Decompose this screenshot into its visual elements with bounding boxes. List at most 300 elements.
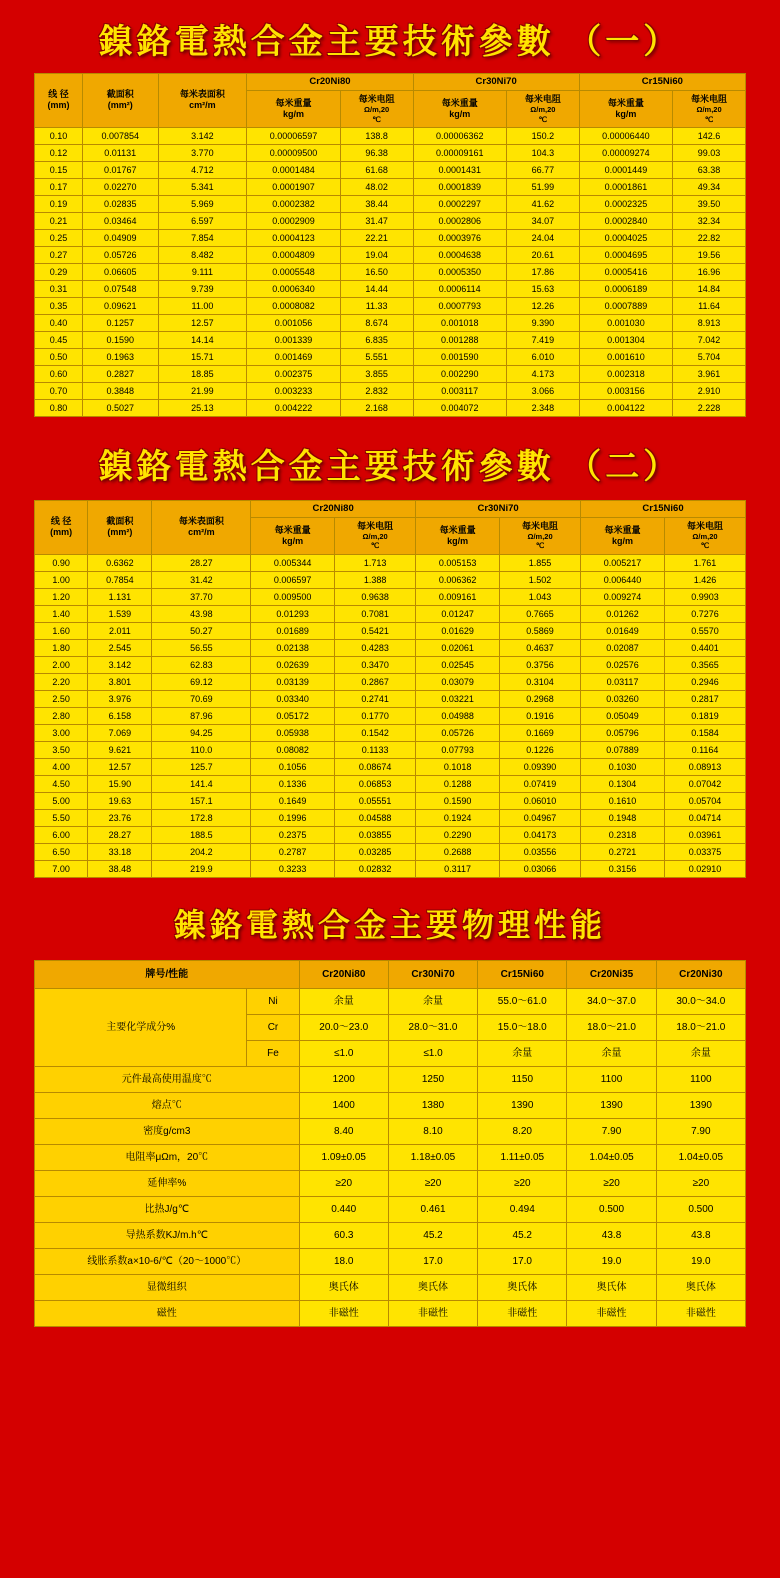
table-cell: 0.05938 bbox=[251, 724, 335, 741]
table-cell: 5.704 bbox=[673, 348, 746, 365]
table-row bbox=[35, 605, 746, 622]
phys-row bbox=[35, 1170, 746, 1196]
table-cell: 1.855 bbox=[500, 554, 581, 571]
table-cell: 0.1590 bbox=[416, 792, 500, 809]
table-cell: 0.5027 bbox=[82, 399, 158, 416]
table-cell: 1.40 bbox=[35, 605, 88, 622]
table-cell: 1.388 bbox=[335, 571, 416, 588]
phys-cell: 1200 bbox=[299, 1066, 388, 1092]
table-cell: 0.03464 bbox=[82, 212, 158, 229]
phys-cell: 43.8 bbox=[656, 1222, 745, 1248]
table-cell: 0.1996 bbox=[251, 809, 335, 826]
phys-cell: 余量 bbox=[567, 1040, 656, 1066]
table-cell: 0.02061 bbox=[416, 639, 500, 656]
table-cell: 0.0001861 bbox=[579, 178, 672, 195]
table-cell: 3.801 bbox=[88, 673, 152, 690]
table-cell: 0.01767 bbox=[82, 161, 158, 178]
table-row bbox=[35, 246, 746, 263]
table-cell: 3.142 bbox=[88, 656, 152, 673]
table-row bbox=[35, 554, 746, 571]
table-cell: 0.4401 bbox=[665, 639, 746, 656]
table-cell: 15.71 bbox=[158, 348, 247, 365]
table-cell: 1.60 bbox=[35, 622, 88, 639]
table-cell: 7.042 bbox=[673, 331, 746, 348]
table-cell: 0.60 bbox=[35, 365, 83, 382]
phys-row-label: 元件最高使用温度℃ bbox=[35, 1066, 300, 1092]
table-cell: 0.1056 bbox=[251, 758, 335, 775]
column-header-resistance-3: 每米电阻 Ω/m,20 ℃ bbox=[665, 517, 746, 554]
phys-row-label: 电阻率μΩm，20℃ bbox=[35, 1144, 300, 1170]
table-row bbox=[35, 314, 746, 331]
table-cell: 0.9638 bbox=[335, 588, 416, 605]
table-cell: 0.001339 bbox=[247, 331, 340, 348]
table-cell: 14.84 bbox=[673, 280, 746, 297]
table-row bbox=[35, 860, 746, 877]
phys-row bbox=[35, 1092, 746, 1118]
phys-cell: 28.0～31.0 bbox=[388, 1014, 477, 1040]
table-header bbox=[35, 74, 746, 128]
phys-cell: 余量 bbox=[299, 988, 388, 1014]
phys-row bbox=[35, 1118, 746, 1144]
table-cell: 0.1584 bbox=[665, 724, 746, 741]
table-cell: 0.003156 bbox=[579, 382, 672, 399]
table-cell: 0.1916 bbox=[500, 707, 581, 724]
phys-element-label: Cr bbox=[247, 1014, 299, 1040]
table-cell: 0.1542 bbox=[335, 724, 416, 741]
table-cell: 0.04909 bbox=[82, 229, 158, 246]
table-cell: 0.002318 bbox=[579, 365, 672, 382]
table-cell: 50.27 bbox=[152, 622, 251, 639]
table-cell: 0.07889 bbox=[581, 741, 665, 758]
phys-row bbox=[35, 1274, 746, 1300]
table-cell: 1.761 bbox=[665, 554, 746, 571]
table-cell: 0.7665 bbox=[500, 605, 581, 622]
column-header-area: 截面积 (mm²) bbox=[88, 500, 152, 554]
column-group-cr30ni70: Cr30Ni70 bbox=[413, 74, 579, 91]
table-cell: 0.05796 bbox=[581, 724, 665, 741]
phys-cell: 0.500 bbox=[567, 1196, 656, 1222]
table-row bbox=[35, 758, 746, 775]
table-cell: 0.3470 bbox=[335, 656, 416, 673]
table-cell: 1.502 bbox=[500, 571, 581, 588]
table-cell: 0.1226 bbox=[500, 741, 581, 758]
table-cell: 219.9 bbox=[152, 860, 251, 877]
table-body-1 bbox=[35, 127, 746, 416]
table-cell: 157.1 bbox=[152, 792, 251, 809]
phys-cell: 0.461 bbox=[388, 1196, 477, 1222]
table-cell: 48.02 bbox=[340, 178, 413, 195]
table-cell: 0.70 bbox=[35, 382, 83, 399]
table-cell: 0.0002325 bbox=[579, 195, 672, 212]
table-cell: 0.4637 bbox=[500, 639, 581, 656]
table-cell: 0.0005548 bbox=[247, 263, 340, 280]
phys-row bbox=[35, 1196, 746, 1222]
table-row bbox=[35, 707, 746, 724]
table-cell: 99.03 bbox=[673, 144, 746, 161]
table-cell: 0.0006340 bbox=[247, 280, 340, 297]
phys-cell: 1250 bbox=[388, 1066, 477, 1092]
table-cell: 0.04714 bbox=[665, 809, 746, 826]
table-cell: 0.3233 bbox=[251, 860, 335, 877]
table-cell: 33.18 bbox=[88, 843, 152, 860]
phys-cell: 34.0～37.0 bbox=[567, 988, 656, 1014]
table-cell: 0.006362 bbox=[416, 571, 500, 588]
table-cell: 0.90 bbox=[35, 554, 88, 571]
table-cell: 6.010 bbox=[506, 348, 579, 365]
table-cell: 0.001288 bbox=[413, 331, 506, 348]
table-row bbox=[35, 297, 746, 314]
table-cell: 16.50 bbox=[340, 263, 413, 280]
page-title-3: 鎳鉻電熱合金主要物理性能 bbox=[173, 906, 606, 943]
table-cell: 0.5869 bbox=[500, 622, 581, 639]
table-cell: 2.80 bbox=[35, 707, 88, 724]
wire-parameters-table-2 bbox=[34, 500, 746, 878]
table-cell: 0.00006362 bbox=[413, 127, 506, 144]
phys-cell: 余量 bbox=[388, 988, 477, 1014]
table-cell: 0.1649 bbox=[251, 792, 335, 809]
table-cell: 0.03139 bbox=[251, 673, 335, 690]
table-cell: 66.77 bbox=[506, 161, 579, 178]
table-cell: 0.01293 bbox=[251, 605, 335, 622]
table-cell: 0.80 bbox=[35, 399, 83, 416]
table-cell: 125.7 bbox=[152, 758, 251, 775]
table-cell: 0.03855 bbox=[335, 826, 416, 843]
column-header-resistance-1: 每米电阻 Ω/m,20 ℃ bbox=[340, 90, 413, 127]
table-cell: 0.06605 bbox=[82, 263, 158, 280]
table-cell: 11.33 bbox=[340, 297, 413, 314]
table-cell: 23.76 bbox=[88, 809, 152, 826]
table-cell: 0.00009161 bbox=[413, 144, 506, 161]
table-cell: 9.621 bbox=[88, 741, 152, 758]
table-cell: 0.0005350 bbox=[413, 263, 506, 280]
table-cell: 0.45 bbox=[35, 331, 83, 348]
phys-cell: 非磁性 bbox=[299, 1300, 388, 1326]
table-cell: 0.0001839 bbox=[413, 178, 506, 195]
phys-cell: 0.494 bbox=[478, 1196, 567, 1222]
table-cell: 0.005217 bbox=[581, 554, 665, 571]
table-cell: 11.00 bbox=[158, 297, 247, 314]
table-cell: 49.34 bbox=[673, 178, 746, 195]
phys-cell: 8.20 bbox=[478, 1118, 567, 1144]
table-cell: 2.011 bbox=[88, 622, 152, 639]
table-row bbox=[35, 588, 746, 605]
phys-cell: 8.40 bbox=[299, 1118, 388, 1144]
table-cell: 0.02910 bbox=[665, 860, 746, 877]
phys-row bbox=[35, 1066, 746, 1092]
physical-properties-table bbox=[34, 960, 746, 1327]
column-group-cr20ni80: Cr20Ni80 bbox=[247, 74, 413, 91]
phys-cell: ≤1.0 bbox=[299, 1040, 388, 1066]
table-cell: 188.5 bbox=[152, 826, 251, 843]
table-row bbox=[35, 280, 746, 297]
table-cell: 0.50 bbox=[35, 348, 83, 365]
table-cell: 0.05049 bbox=[581, 707, 665, 724]
phys-cell: 43.8 bbox=[567, 1222, 656, 1248]
column-header-weight-2: 每米重量 kg/m bbox=[416, 517, 500, 554]
table-cell: 9.390 bbox=[506, 314, 579, 331]
table-cell: 15.90 bbox=[88, 775, 152, 792]
table-row bbox=[35, 673, 746, 690]
table-cell: 0.001469 bbox=[247, 348, 340, 365]
column-header-weight-2: 每米重量 kg/m bbox=[413, 90, 506, 127]
phys-row bbox=[35, 1222, 746, 1248]
table-cell: 7.069 bbox=[88, 724, 152, 741]
table-cell: 87.96 bbox=[152, 707, 251, 724]
table-cell: 0.3104 bbox=[500, 673, 581, 690]
table-cell: 0.3156 bbox=[581, 860, 665, 877]
phys-row-label: 导热系数KJ/m.h℃ bbox=[35, 1222, 300, 1248]
table-cell: 0.2741 bbox=[335, 690, 416, 707]
phys-element-label: Ni bbox=[247, 988, 299, 1014]
table-cell: 0.01689 bbox=[251, 622, 335, 639]
phys-cell: 1.09±0.05 bbox=[299, 1144, 388, 1170]
table-cell: 0.0004025 bbox=[579, 229, 672, 246]
table-cell: 0.02835 bbox=[82, 195, 158, 212]
phys-row bbox=[35, 1300, 746, 1326]
column-header-weight-3: 每米重量 kg/m bbox=[579, 90, 672, 127]
phys-row-label-chem: 主要化学成分% bbox=[35, 988, 247, 1066]
table-cell: 96.38 bbox=[340, 144, 413, 161]
table-row bbox=[35, 212, 746, 229]
table-cell: 0.003233 bbox=[247, 382, 340, 399]
table-cell: 4.712 bbox=[158, 161, 247, 178]
table-cell: 8.674 bbox=[340, 314, 413, 331]
table-cell: 3.855 bbox=[340, 365, 413, 382]
phys-cell: 1400 bbox=[299, 1092, 388, 1118]
table-cell: 0.0002840 bbox=[579, 212, 672, 229]
table-cell: 142.6 bbox=[673, 127, 746, 144]
table-cell: 0.0007793 bbox=[413, 297, 506, 314]
table-cell: 0.0006114 bbox=[413, 280, 506, 297]
table-cell: 2.832 bbox=[340, 382, 413, 399]
phys-cell: 30.0～34.0 bbox=[656, 988, 745, 1014]
table-cell: 0.2968 bbox=[500, 690, 581, 707]
column-header-surface: 每米表面积 cm²/m bbox=[158, 74, 247, 128]
phys-cell: 1100 bbox=[567, 1066, 656, 1092]
table-cell: 2.910 bbox=[673, 382, 746, 399]
phys-cell: 1.11±0.05 bbox=[478, 1144, 567, 1170]
phys-cell: 1.04±0.05 bbox=[656, 1144, 745, 1170]
table-row bbox=[35, 775, 746, 792]
table-row bbox=[35, 690, 746, 707]
phys-cell: 1390 bbox=[478, 1092, 567, 1118]
table-cell: 0.001056 bbox=[247, 314, 340, 331]
table-row bbox=[35, 826, 746, 843]
table-cell: 0.00006597 bbox=[247, 127, 340, 144]
table-cell: 2.50 bbox=[35, 690, 88, 707]
table-cell: 32.34 bbox=[673, 212, 746, 229]
phys-cell: ≤1.0 bbox=[388, 1040, 477, 1066]
table-cell: 0.02138 bbox=[251, 639, 335, 656]
table-cell: 0.2688 bbox=[416, 843, 500, 860]
table-cell: 5.551 bbox=[340, 348, 413, 365]
table-cell: 38.44 bbox=[340, 195, 413, 212]
phys-cell: 1.04±0.05 bbox=[567, 1144, 656, 1170]
table-cell: 41.62 bbox=[506, 195, 579, 212]
phys-cell: 1390 bbox=[656, 1092, 745, 1118]
table-cell: 0.2318 bbox=[581, 826, 665, 843]
table-cell: 22.21 bbox=[340, 229, 413, 246]
table-cell: 39.50 bbox=[673, 195, 746, 212]
table-cell: 0.08082 bbox=[251, 741, 335, 758]
phys-cell: 60.3 bbox=[299, 1222, 388, 1248]
phys-cell: 非磁性 bbox=[478, 1300, 567, 1326]
table-cell: 0.009161 bbox=[416, 588, 500, 605]
table-cell: 11.64 bbox=[673, 297, 746, 314]
phys-header-grade: Cr20Ni80 bbox=[299, 960, 388, 988]
table-row bbox=[35, 229, 746, 246]
phys-cell: 7.90 bbox=[656, 1118, 745, 1144]
table-cell: 138.8 bbox=[340, 127, 413, 144]
column-group-cr20ni80: Cr20Ni80 bbox=[251, 500, 416, 517]
table-row bbox=[35, 809, 746, 826]
table-cell: 15.63 bbox=[506, 280, 579, 297]
table-row bbox=[35, 331, 746, 348]
table-cell: 9.739 bbox=[158, 280, 247, 297]
table-cell: 2.20 bbox=[35, 673, 88, 690]
table-cell: 0.10 bbox=[35, 127, 83, 144]
table-cell: 0.09390 bbox=[500, 758, 581, 775]
phys-cell: 18.0～21.0 bbox=[656, 1014, 745, 1040]
table-cell: 141.4 bbox=[152, 775, 251, 792]
table-cell: 0.1133 bbox=[335, 741, 416, 758]
table-cell: 0.40 bbox=[35, 314, 83, 331]
phys-cell: ≥20 bbox=[656, 1170, 745, 1196]
table-cell: 0.04988 bbox=[416, 707, 500, 724]
table-cell: 6.597 bbox=[158, 212, 247, 229]
table-cell: 0.002375 bbox=[247, 365, 340, 382]
table-cell: 0.2721 bbox=[581, 843, 665, 860]
page-title-2: 鎳鉻電熱合金主要技術參數 （二） bbox=[98, 448, 682, 486]
table-cell: 0.3848 bbox=[82, 382, 158, 399]
table-cell: 0.0005416 bbox=[579, 263, 672, 280]
table-cell: 0.006597 bbox=[251, 571, 335, 588]
table-cell: 0.3565 bbox=[665, 656, 746, 673]
phys-cell: 18.0 bbox=[299, 1248, 388, 1274]
column-header-weight-1: 每米重量 kg/m bbox=[251, 517, 335, 554]
table-cell: 0.08674 bbox=[335, 758, 416, 775]
table-cell: 0.04588 bbox=[335, 809, 416, 826]
phys-cell: 非磁性 bbox=[388, 1300, 477, 1326]
table-cell: 12.57 bbox=[158, 314, 247, 331]
table-cell: 0.009500 bbox=[251, 588, 335, 605]
table-cell: 0.1948 bbox=[581, 809, 665, 826]
table-cell: 0.1669 bbox=[500, 724, 581, 741]
table-cell: 0.06853 bbox=[335, 775, 416, 792]
phys-cell: ≥20 bbox=[299, 1170, 388, 1196]
phys-cell: ≥20 bbox=[388, 1170, 477, 1196]
phys-header-grade: Cr30Ni70 bbox=[388, 960, 477, 988]
table-cell: 0.1288 bbox=[416, 775, 500, 792]
table-cell: 0.7081 bbox=[335, 605, 416, 622]
table-cell: 0.27 bbox=[35, 246, 83, 263]
table-cell: 0.5570 bbox=[665, 622, 746, 639]
table-cell: 37.70 bbox=[152, 588, 251, 605]
table-cell: 0.03340 bbox=[251, 690, 335, 707]
table-cell: 2.545 bbox=[88, 639, 152, 656]
table-cell: 0.2827 bbox=[82, 365, 158, 382]
table-cell: 0.0007889 bbox=[579, 297, 672, 314]
phys-cell: 0.440 bbox=[299, 1196, 388, 1222]
phys-cell: 8.10 bbox=[388, 1118, 477, 1144]
table-cell: 3.066 bbox=[506, 382, 579, 399]
table-cell: 70.69 bbox=[152, 690, 251, 707]
table-cell: 0.01262 bbox=[581, 605, 665, 622]
table-cell: 7.854 bbox=[158, 229, 247, 246]
table-cell: 38.48 bbox=[88, 860, 152, 877]
table-cell: 0.2946 bbox=[665, 673, 746, 690]
table-cell: 0.03961 bbox=[665, 826, 746, 843]
table-row bbox=[35, 144, 746, 161]
table-row bbox=[35, 263, 746, 280]
column-header-resistance-2: 每米电阻 Ω/m,20 ℃ bbox=[500, 517, 581, 554]
table-cell: 110.0 bbox=[152, 741, 251, 758]
column-header-surface: 每米表面积 cm²/m bbox=[152, 500, 251, 554]
table-cell: 0.2290 bbox=[416, 826, 500, 843]
table-cell: 172.8 bbox=[152, 809, 251, 826]
table-cell: 0.09621 bbox=[82, 297, 158, 314]
table-cell: 2.168 bbox=[340, 399, 413, 416]
table-cell: 21.99 bbox=[158, 382, 247, 399]
table-cell: 0.0002297 bbox=[413, 195, 506, 212]
table-cell: 0.03375 bbox=[665, 843, 746, 860]
table-cell: 0.001610 bbox=[579, 348, 672, 365]
table-cell: 1.20 bbox=[35, 588, 88, 605]
table-cell: 0.2375 bbox=[251, 826, 335, 843]
table-cell: 20.61 bbox=[506, 246, 579, 263]
table-cell: 14.44 bbox=[340, 280, 413, 297]
table-row bbox=[35, 724, 746, 741]
table-row bbox=[35, 741, 746, 758]
phys-cell: 奥氏体 bbox=[567, 1274, 656, 1300]
table-cell: 0.1610 bbox=[581, 792, 665, 809]
phys-cell: 15.0～18.0 bbox=[478, 1014, 567, 1040]
phys-cell: 余量 bbox=[656, 1040, 745, 1066]
table-row bbox=[35, 571, 746, 588]
table-cell: 0.04173 bbox=[500, 826, 581, 843]
table-cell: 0.0004638 bbox=[413, 246, 506, 263]
table-cell: 63.38 bbox=[673, 161, 746, 178]
column-header-resistance-3: 每米电阻 Ω/m,20 ℃ bbox=[673, 90, 746, 127]
table-cell: 0.3117 bbox=[416, 860, 500, 877]
table-cell: 0.0002806 bbox=[413, 212, 506, 229]
table-cell: 0.001304 bbox=[579, 331, 672, 348]
table-cell: 0.01131 bbox=[82, 144, 158, 161]
table-cell: 0.1336 bbox=[251, 775, 335, 792]
table-cell: 3.50 bbox=[35, 741, 88, 758]
phys-cell: 1390 bbox=[567, 1092, 656, 1118]
table-cell: 5.341 bbox=[158, 178, 247, 195]
table-header-row-groups bbox=[35, 74, 746, 91]
column-group-cr30ni70: Cr30Ni70 bbox=[416, 500, 581, 517]
phys-cell: 17.0 bbox=[478, 1248, 567, 1274]
table-cell: 0.03285 bbox=[335, 843, 416, 860]
phys-header-row bbox=[35, 960, 746, 988]
table-cell: 3.961 bbox=[673, 365, 746, 382]
phys-cell: 7.90 bbox=[567, 1118, 656, 1144]
table-cell: 0.05551 bbox=[335, 792, 416, 809]
table-cell: 0.03556 bbox=[500, 843, 581, 860]
column-header-diameter: 线 径 (mm) bbox=[35, 500, 88, 554]
table-cell: 0.03221 bbox=[416, 690, 500, 707]
table-cell: 0.02576 bbox=[581, 656, 665, 673]
table-cell: 0.0004809 bbox=[247, 246, 340, 263]
column-header-weight-1: 每米重量 kg/m bbox=[247, 90, 340, 127]
phys-row-label: 延伸率% bbox=[35, 1170, 300, 1196]
phys-cell: 奥氏体 bbox=[388, 1274, 477, 1300]
table-cell: 0.009274 bbox=[581, 588, 665, 605]
table-cell: 12.57 bbox=[88, 758, 152, 775]
